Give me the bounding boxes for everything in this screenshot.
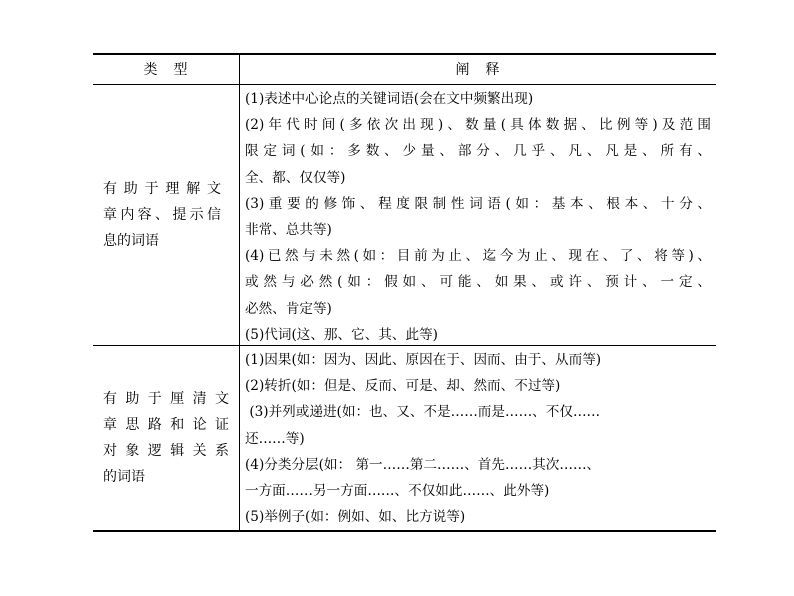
row-2-explanation-line: (3)并列或递进(如：也、又、不是……而是……、不仅…… [245, 404, 601, 421]
row-1-explanation [245, 86, 711, 348]
row-1-explanation-line: (3)重要的修饰、程度限制性词语(如：基本、根本、十分、 [245, 195, 711, 212]
row-1-type-line: 息的词语 [103, 233, 159, 249]
header-type: 类 型 [143, 62, 189, 78]
row-1-explanation-line: (5)代词(这、那、它、其、此等) [245, 326, 438, 343]
row-1-explanation-line: 全、都、仅仅等) [245, 169, 346, 186]
row-1-explanation-line: 或然与必然(如：假如、可能、如果、或许、预计、一定、 [245, 274, 711, 291]
row-1-type-line: 章内容、提示信 [103, 207, 221, 223]
column-separator [239, 53, 240, 532]
row-2-type-line: 对象逻辑关系 [103, 443, 229, 459]
row-2-explanation-line: 一方面……另一方面……、不仅如此……、此外等) [245, 482, 550, 499]
row-2-explanation [245, 347, 711, 530]
row-1-type-line: 有助于理解文 [103, 181, 221, 197]
row-2-explanation-line: 还……等) [245, 430, 305, 447]
row-1-explanation-line: (1)表述中心论点的关键词语(会在文中频繁出现) [245, 91, 534, 107]
row-2-type-line: 章思路和论证 [103, 417, 229, 433]
row-1-explanation-line: 必然、肯定等) [245, 300, 332, 317]
row-2-explanation-line: (5)举例子(如：例如、如、比方说等) [245, 509, 466, 526]
row-1-explanation-line: (2)年代时间(多依次出现)、数量(具体数据、比例等)及范围 [245, 117, 711, 134]
row-2-type-line: 的词语 [103, 469, 145, 485]
row-2-type [93, 346, 239, 530]
row-1-explanation-line: (4)已然与未然(如：目前为止、迄今为止、现在、了、将等)、 [245, 248, 711, 265]
row-2-type-line: 有助于厘清文 [103, 391, 229, 407]
row-2-explanation-line: (4)分类分层(如： 第一……第二……、首先……其次……、 [245, 456, 601, 473]
row-1-explanation-line: 非常、总共等) [245, 221, 332, 238]
row-2-explanation-line: (2)转折(如：但是、反而、可是、却、然而、不过等) [245, 378, 561, 395]
row-1-explanation-line: 限定词(如：多数、少量、部分、几乎、凡、凡是、所有、 [245, 143, 711, 160]
header-explanation: 阐 释 [455, 62, 501, 78]
row-2-explanation-line: (1)因果(如：因为、因此、原因在于、因而、由于、从而等) [245, 352, 602, 368]
row-1-type [93, 85, 239, 345]
